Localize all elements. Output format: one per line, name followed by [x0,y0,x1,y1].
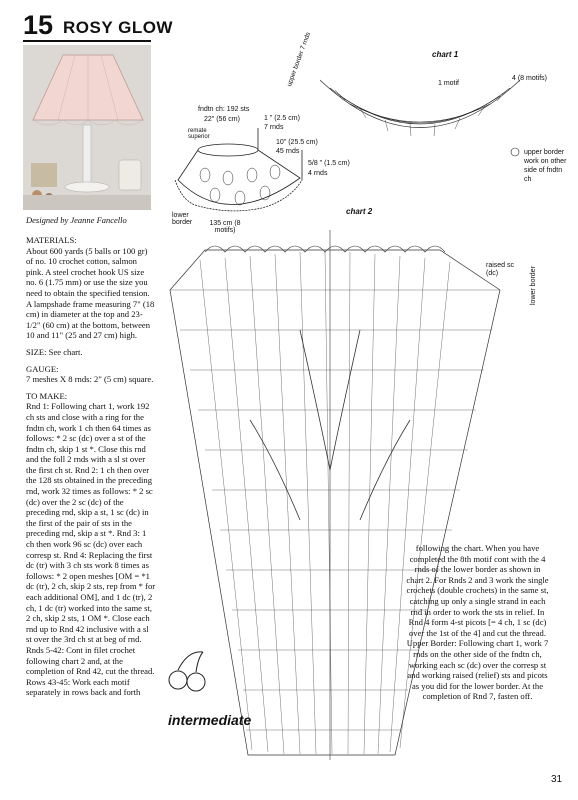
chart-2-title: chart 2 [346,207,373,216]
ten-inch-label: 10" (25.5 cm) [276,139,318,146]
forty-five-rnds-label: 45 rnds [276,148,300,155]
lower-border-label: lower border [172,212,193,226]
chart-2-grid [170,230,500,760]
top-width-label: 22" (56 cm) [204,116,240,123]
seven-rnds-label: 7 rnds [264,124,284,131]
materials-heading: MATERIALS: [26,235,77,245]
four-rnds-label: 4 rnds [308,170,328,177]
eight-motifs-label: 4 (8 motifs) [512,75,548,82]
five-eighths-label: 5/8 " (1.5 cm) [308,160,350,167]
gauge-heading: GAUGE: [26,363,59,374]
chart-2-side-label: lower border [530,266,537,305]
raised-sc-label: raised sc (dc) [486,262,515,277]
upper-border-rnds-label: upper border 7 rnds [286,31,313,88]
instructions-continued: following the chart. When you have completed the 8th motif cont with the 4 rnds of the lower border as shown in chart 2. For Rnds 2 and 3 work the single crochets (double crochets) in the same st, catching up only a single strand in each rnd in order to work the sts in relief. In Rnd 4 form 4-st picots [= 4 ch, 1 sc (dc) over the 1st of the 4] and cut the thread. Upper Border: Following chart 1, work 7 rnds on the other side of the fndtn ch, working each sc (dc) over the corresp st and working raised (relief) sts and picots as you did for the lower border. At the completion of Rnd 7, fasten off. [406,543,549,702]
materials-text: About 600 yards (5 balls or 100 gr) of no. 10 crochet cotton, salmon pink. A steel crochet hook US size no. 6 (1.75 mm) or use the size you need to obtain the specified tension. A lampshade frame measuring 7" (18 cm) in diameter at the top and 23-1/2" (60 cm) at the bottom, between 10 and 11" (25 and 27 cm) high. [26,245,155,341]
pattern-title: ROSY GLOW [63,18,173,37]
chart-1-side-note: upper border work on other side of fndtn ch [524,149,567,183]
remate-label: remate superior [188,128,210,140]
one-motif-label: 1 motif [438,80,460,87]
chart-1-title: chart 1 [432,50,459,59]
page-number: 31 [551,774,563,785]
size-text: SIZE: See chart. [26,346,83,357]
difficulty-badge: intermediate [168,712,252,728]
pattern-number: 15 [23,10,54,40]
fndtn-label: fndtn ch: 192 sts [198,106,250,113]
gauge-text: 7 meshes X 8 rnds: 2" (5 cm) square. [26,374,154,385]
designer-credit: Designed by Jeanne Fancello [26,215,127,225]
instructions-body: Rnd 1: Following chart 1, work 192 ch sts and close with a ring for the fndtn ch, work 1 ch then 64 times as follows: * 2 sc (dc) over a st of the fndtn ch, skip 1 st *. Close this rnd and the foll 2 rnds with a sl st over the first ch st. Rnd 2: 1 ch then over the 128 sts obtained in the preceding rnd, work 32 times as follows: * 2 sc (dc) over the 2 sc (dc) of the preceding rnd, skip a st, 1 sc (dc) in the first of the pair of sts in the preceding rnd, skip a st *. Rnd 3: 1 ch then work 96 sc (dc) over each corresp st. Rnd 4: Replacing the first dc (tr) with 3 ch sts work 8 times as follows: * 2 open meshes [OM = *1 dc (tr), 2 ch, skip 2 sts, rep from * for each additional OM], and 1 dc (tr), 2 ch, 1 dc (tr) worked into the same st, 2 ch, skip 2 sts, 1 OM *. Close each rnd up to Rnd 42 inclusive with a sl st over the 3rd ch st at beg of rnd. Rnds 5-42: Cont in filet crochet following chart 2 and, at the completion of Rnd 42, cut the thread. Rows 43-45: Work each motif separately in rows back and forth [26,401,156,698]
one-inch-label: 1 " (2.5 cm) [264,115,300,122]
cherries-icon [169,652,205,691]
to-make-heading: TO MAKE: [26,390,68,401]
chart-1-diagram [320,80,520,156]
bottom-width-label: 135 cm (8 motifs) [209,220,241,234]
